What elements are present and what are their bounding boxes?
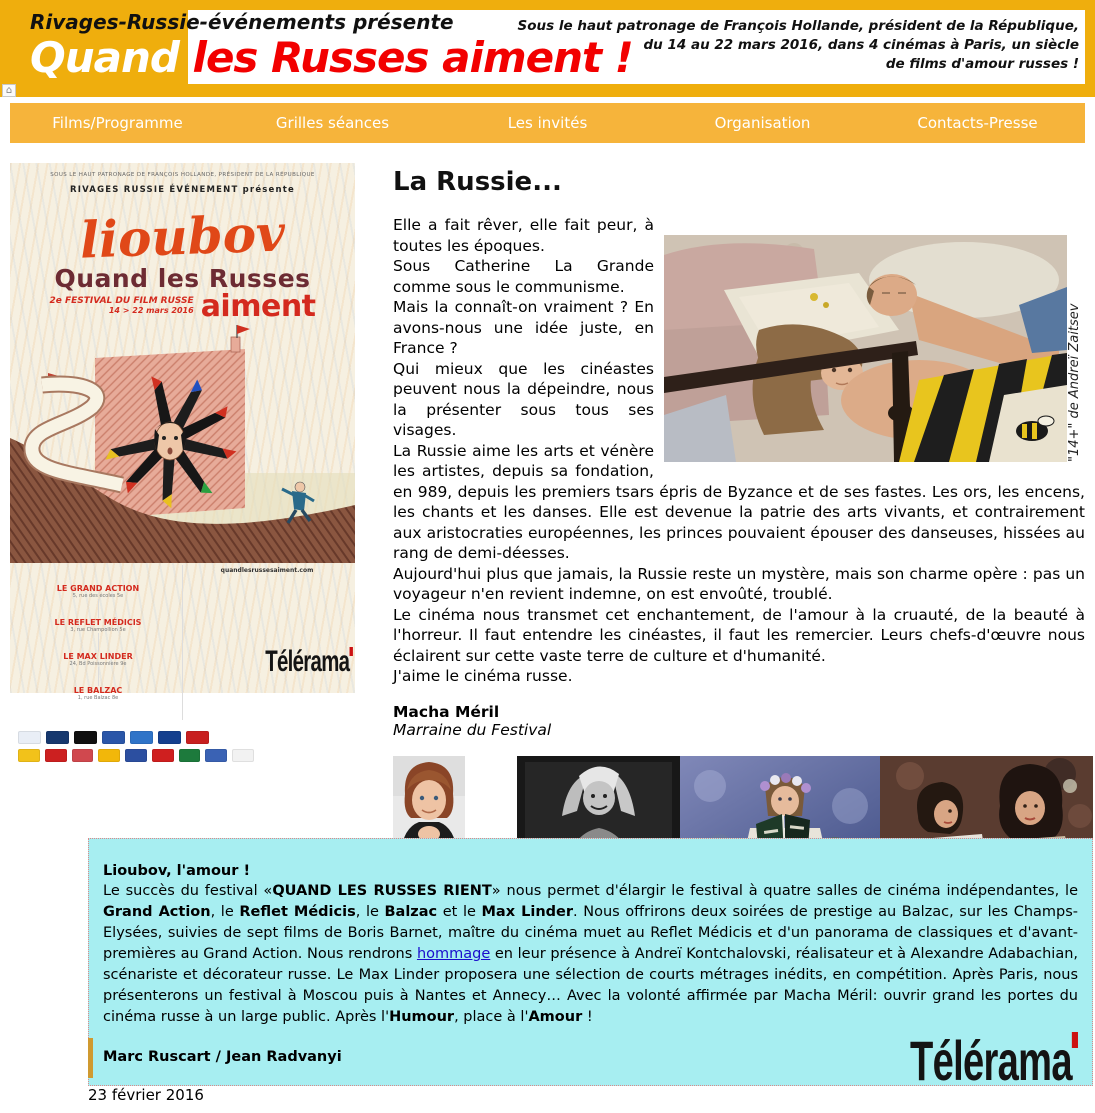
- patronage-text: [518, 17, 1080, 74]
- poster-patronage-text: SOUS LE HAUT PATRONAGE DE FRANÇOIS HOLLANDE, PRÉSIDENT DE LA RÉPUBLIQUE: [50, 172, 315, 178]
- box-text-segment: . Nous offrirons deux soirées de prestige au Balzac, sur les Champs-Elysées, suivies de sept films de Boris Barnet, maître du cinéma muet au Reflet Médicis et d'un panorama de classiques et d'avant-premières au Grand Action. Nous rendrons: [103, 904, 1079, 962]
- article-title: La Russie...: [393, 167, 562, 197]
- article-paragraph: Le cinéma nous transmet cet enchantement, de l'amour à la cruauté, de la beauté à l'horreur. Il faut entendre les cinéastes, il faut les remercier. Leurs chefs-d'œuvre nous éclairent sur cette vaste terre de culture et d'humanité.: [393, 605, 1085, 665]
- site-title-rest: les Russes aiment !: [192, 33, 633, 82]
- poster-cinema-list: [10, 563, 355, 720]
- box-title: Lioubov, l'amour !: [103, 863, 251, 879]
- cinema-name: LE MAX LINDER: [63, 652, 133, 661]
- telerama-wordmark: Télérama: [910, 1029, 1072, 1092]
- patronage-line: du 14 au 22 mars 2016, dans 4 cinémas à Paris, un siècle: [643, 37, 1079, 53]
- box-signature: Marc Ruscart / Jean Radvanyi: [103, 1049, 342, 1065]
- festival-poster: [10, 163, 355, 701]
- nav-item[interactable]: Films/Programme: [52, 114, 183, 132]
- sponsor-logo: [152, 749, 174, 762]
- box-text-segment: Humour: [389, 1009, 455, 1025]
- article-paragraph: J'aime le cinéma russe.: [393, 667, 573, 685]
- poster-festival-line: 2e FESTIVAL DU FILM RUSSE: [49, 296, 194, 306]
- patronage-line: Sous le haut patronage de François Hollande, président de la République,: [517, 18, 1079, 34]
- article-paragraph: La Russie aime les arts et vénère les artistes, depuis sa fondation, en 989, depuis les premiers tsars épris de Byzance et de ses fastes. Les ors, les encens, les chants et les danses. Elle est devenue la patrie des arts vivants, et contrairement aux aristocraties européennes, les princes pouvaient épouser des danseuses, hissées au rang de demi-déesses.: [393, 441, 1085, 562]
- nav-item[interactable]: Grilles séances: [275, 114, 390, 132]
- poster-dates: 14 > 22 mars 2016: [108, 306, 194, 315]
- article-paragraph: Sous Catherine La Grande comme sous le communisme.: [393, 257, 654, 296]
- box-text-segment: Max Linder: [481, 904, 574, 920]
- telerama-logo: [831, 1028, 1078, 1093]
- cinema-name: LE BALZAC: [73, 686, 123, 695]
- sponsor-logo: [18, 731, 41, 744]
- sponsor-logo: [18, 749, 40, 762]
- poster-website: quandlesrussesaiment.com: [220, 567, 314, 574]
- article: [393, 163, 1085, 874]
- hommage-link[interactable]: hommage: [416, 946, 491, 962]
- nav-item[interactable]: Les invités: [507, 114, 588, 132]
- box-text-segment: en leur présence à Andreï Kontchalovski, réalisateur et à Alexandre Adabachian, scénariste et décorateur russe. Le Max Linder proposera une sélection de courts métrages inédits, en compétition. Après Paris, nous présenterons un festival à Moscou puis à Nantes et Annecy… Avec la volonté affirmée par Macha Méril: ouvrir grand les portes du cinéma russe à un large public. Après l': [103, 946, 1078, 1025]
- presenter-text: Rivages-Russie-événements présente: [30, 10, 454, 34]
- poster-festival-info: [49, 296, 193, 315]
- telerama-apostrophe: [1072, 1032, 1078, 1048]
- cinema-name: LE REFLET MÉDICIS: [54, 618, 142, 627]
- telerama-apostrophe: [350, 647, 353, 656]
- box-body: [103, 881, 1078, 1028]
- header: [0, 0, 1095, 97]
- photo-caption-vertical: "14+" de Andreï Zaitsev: [1067, 303, 1082, 462]
- poster-festival-row: [10, 289, 355, 324]
- telerama-wordmark: Télérama: [265, 645, 350, 678]
- sponsor-logo: [125, 749, 147, 762]
- sponsor-logo: [102, 731, 125, 744]
- article-paragraph: Aujourd'hui plus que jamais, la Russie reste un mystère, mais son charme opère : pas un voyageur n'en revient indemne, on est envoûté, troublé.: [393, 564, 1085, 603]
- sponsor-logo: [186, 731, 209, 744]
- sponsor-logo: [179, 749, 201, 762]
- cinema-name: LE GRAND ACTION: [56, 584, 140, 593]
- poster-illustration: [10, 323, 355, 563]
- author-name: Macha Méril: [393, 702, 500, 721]
- home-icon[interactable]: ⌂: [2, 84, 16, 97]
- article-paragraph: Elle a fait rêver, elle fait peur, à toutes les époques.: [393, 216, 654, 255]
- patronage-line: de films d'amour russes !: [885, 56, 1079, 72]
- poster-script-title: lioubov: [78, 203, 286, 270]
- box-text-segment: , place à l': [454, 1009, 529, 1025]
- box-text-segment: Grand Action: [103, 904, 211, 920]
- box-text-segment: » nous permet d'élargir le festival à quatre salles de cinéma indépendantes, le: [491, 883, 1079, 899]
- box-text-segment: Le succès du festival «: [103, 883, 273, 899]
- sponsor-logo: [232, 749, 254, 762]
- box-text-segment: , le: [210, 904, 240, 920]
- poster-sponsor-logos: [10, 720, 260, 762]
- poster-presents-text: RIVAGES RUSSIE ÉVÉNEMENT présente: [70, 185, 295, 195]
- poster-cinema: [16, 565, 180, 618]
- box-text-segment: Reflet Médicis: [239, 904, 356, 920]
- film-still-14plus: [664, 235, 1067, 462]
- sponsor-logo: [74, 731, 97, 744]
- box-text-segment: , le: [355, 904, 385, 920]
- box-text-segment: et le: [437, 904, 482, 920]
- author-role: Marraine du Festival: [393, 720, 552, 739]
- box-text-segment: QUAND LES RUSSES RIENT: [272, 883, 492, 899]
- poster-subtitle: Quand les Russes: [54, 264, 311, 293]
- sponsor-logo: [205, 749, 227, 762]
- box-text-segment: !: [582, 1009, 593, 1025]
- article-paragraph: Mais la connaît-on vraiment ? En avons-nous une idée juste, en France ?: [393, 298, 654, 357]
- cinema-address: 24, Bd Poissonnière 9e: [69, 661, 127, 667]
- main-nav: [10, 103, 1085, 143]
- sponsor-logo: [46, 731, 69, 744]
- nav-item[interactable]: Contacts-Presse: [917, 114, 1038, 132]
- sponsor-logo: [130, 731, 153, 744]
- film-photo-block: [664, 235, 1085, 462]
- footer-accent-bar: [88, 1038, 93, 1078]
- page-date: 23 février 2016: [88, 1086, 204, 1104]
- sponsor-logo-row-1: [18, 731, 254, 744]
- sponsor-logo: [98, 749, 120, 762]
- sponsor-logo-row-2: [18, 749, 254, 762]
- cinema-address: 1, rue Balzac 8e: [77, 695, 119, 701]
- cinema-address: 3, rue Champollion 5e: [70, 627, 126, 633]
- poster-telerama-logo: [224, 645, 353, 679]
- sponsor-logo: [158, 731, 181, 744]
- poster-cinemas-holder: [14, 565, 183, 720]
- article-paragraph: Qui mieux que les cinéastes peuvent nous la dépeindre, nous la présenter sous tous ses visages.: [393, 359, 654, 439]
- site-title-lead: Quand: [30, 33, 193, 82]
- nav-item[interactable]: Organisation: [714, 114, 811, 132]
- box-text-segment: Amour: [528, 1009, 583, 1025]
- cinema-address: 5, rue des écoles 5e: [72, 593, 124, 599]
- poster-title-big: aiment: [200, 289, 316, 324]
- sponsor-logo: [72, 749, 94, 762]
- sponsor-logo: [45, 749, 67, 762]
- box-text-segment: Balzac: [384, 904, 438, 920]
